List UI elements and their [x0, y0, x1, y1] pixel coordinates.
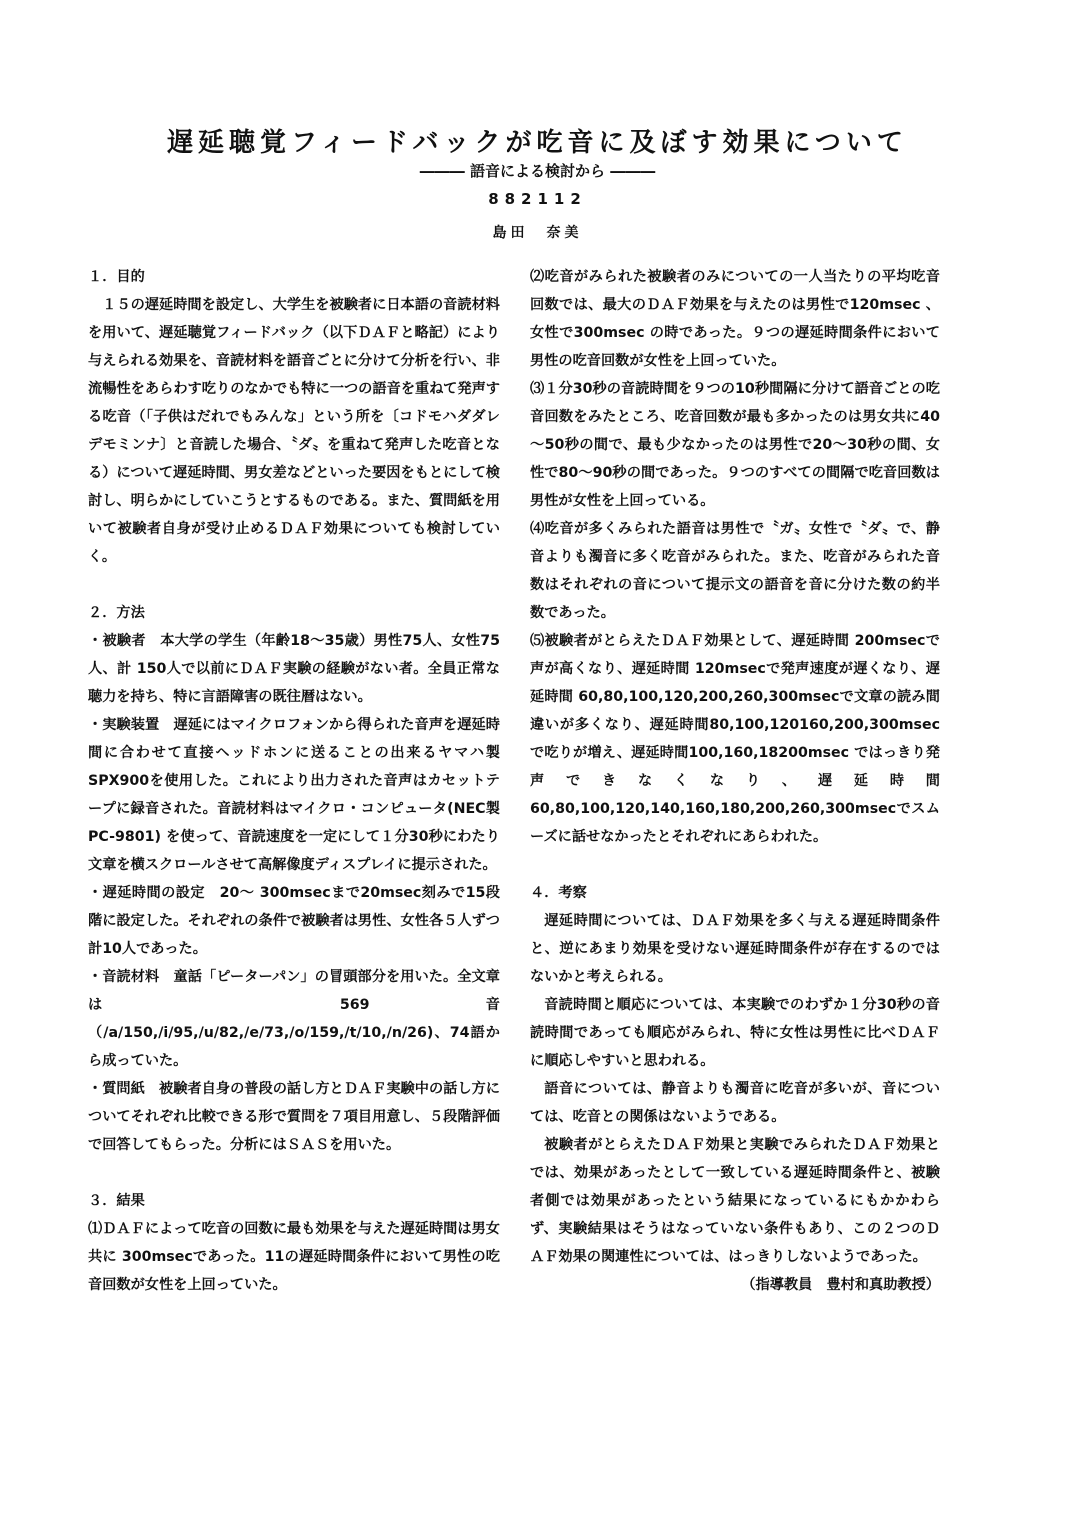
purpose-body: １５の遅延時間を設定し、大学生を被験者に日本語の音読材料を用いて、遅延聴覚フィードバック（以下ＤＡＦと略記）により与えられる効果を、音読材料を語音ごとに分けて分析を行い、非流暢性をあらわす吃りのなかでも特に一つの語音を重ねて発声する吃音（「子供はだれでもみんな」という所を〔コドモハダダレデモミンナ〕と音読した場合、〝ダ〟を重ねて発声した吃音となる）について遅延時間、男女差などといった要因をもとにして検討し、明らかにしていこうとするものである。また、質問紙を用いて被験者自身が受け止めるＤＡＦ効果についても検討していく。: [88, 297, 500, 565]
author-name: 島田 奈美: [492, 225, 583, 241]
result-item-2: ⑵吃音がみられた被験者のみについての一人当たりの平均吃音回数では、最大のＤＡＦ効果を与えたのは男性で120msec 、女性で300msec の時であった。９つの遅延時間条件において男性の吃音回数が女性を上回っていた。: [530, 269, 940, 369]
discussion-paragraph-4: 被験者がとらえたＤＡＦ効果と実験でみられたＤＡＦ効果とでは、効果があったとして一致している遅延時間条件と、被験者側では効果があったという結果になっているにもかかわらず、実験結果はそうはなっていない条件もあり、この２つのＤＡＦ効果の関連性については、はっきりしないようであった。: [530, 1137, 940, 1265]
results-heading: ３．結果: [88, 1193, 145, 1209]
method-heading: ２．方法: [88, 605, 145, 621]
method-item-subjects: ・被験者 本大学の学生（年齢18～35歳）男性75人、女性75人、計 150人で以前にＤＡＦ実験の経験がない者。全員正常な聴力を持ち、特に言語障害の既往暦はない。: [88, 633, 500, 705]
advisor-credit: （指導教員 豊村和真助教授）: [741, 1277, 940, 1293]
paper-subtitle: ――― 語音による検討から ―――: [419, 162, 656, 180]
method-item-delay-setting: ・遅延時間の設定 20～ 300msecまで20msec刻みで15段階に設定した。それぞれの条件で被験者は男性、女性各５人ずつ計10人であった。: [88, 885, 500, 957]
discussion-heading: ４．考察: [530, 885, 587, 901]
result-item-5: ⑸被験者がとらえたＤＡＦ効果として、遅延時間 200msecで声が高くなり、遅延時間 120msecで発声速度が遅くなり、遅延時間 60,80,100,120,200,260,300msecで文章の読み間違いが多くなり、遅延時間80,100,120160,200,300msec で吃りが増え、遅延時間100,160,18200msec ではっきり発声できなくなり、遅延時間 60,80,100,120,140,160,180,200,260,300msecでスムーズに話せなかったとそれぞれにあらわれた。: [530, 633, 940, 845]
left-column: [88, 263, 500, 1299]
paper-title: 遅延聴覚フィードバックが吃音に及ぼす効果について: [167, 128, 908, 158]
result-item-4: ⑷吃音が多くみられた語音は男性で〝ガ〟女性で〝ダ〟で、静音よりも濁音に多く吃音がみられた。また、吃音がみられた音数はそれぞれの音について提示文の語音を音に分けた数の約半数であった。: [530, 521, 940, 621]
result-item-1: ⑴ＤＡＦによって吃音の回数に最も効果を与えた遅延時間は男女共に 300msecであった。11の遅延時間条件において男性の吃音回数が女性を上回っていた。: [88, 1221, 500, 1293]
method-item-apparatus: ・実験装置 遅延にはマイクロフォンから得られた音声を遅延時間に合わせて直接ヘッドホンに送ることの出来るヤマハ製SPX900を使用した。これにより出力された音声はカセットテープに録音された。音読材料はマイクロ・コンピュータ(NEC製 PC-9801) を使って、音読速度を一定にして１分30秒にわたり文章を横スクロールさせて高解像度ディスプレイに提示された。: [88, 717, 500, 873]
result-item-3: ⑶１分30秒の音読時間を９つの10秒間隔に分けて語音ごとの吃音回数をみたところ、吃音回数が最も多かったのは男女共に40～50秒の間で、最も少なかったのは男性で20～30秒の間、女性で80～90秒の間であった。９つのすべての間隔で吃音回数は男性が女性を上回っている。: [530, 381, 940, 509]
right-column: [530, 263, 940, 1299]
discussion-paragraph-2: 音読時間と順応については、本実験でのわずか１分30秒の音読時間であっても順応がみられ、特に女性は男性に比べＤＡＦに順応しやすいと思われる。: [530, 997, 940, 1069]
discussion-paragraph-1: 遅延時間については、ＤＡＦ効果を多く与える遅延時間条件と、逆にあまり効果を受けない遅延時間条件が存在するのではないかと考えられる。: [530, 913, 940, 985]
purpose-heading: １．目的: [88, 269, 145, 285]
method-item-material: ・音読材料 童話「ピーターパン」の冒頭部分を用いた。全文章は 569音（/a/150,/i/95,/u/82,/e/73,/o/159,/t/10,/n/26)、74語から成っていた。: [88, 969, 500, 1069]
student-id: 882112: [488, 190, 587, 208]
method-item-questionnaire: ・質問紙 被験者自身の普段の話し方とＤＡＦ実験中の話し方についてそれぞれ比較できる形で質問を７項目用意し、５段階評価で回答してもらった。分析にはＳＡＳを用いた。: [88, 1081, 500, 1153]
discussion-paragraph-3: 語音については、静音よりも濁音に吃音が多いが、音については、吃音との関係はないようである。: [530, 1081, 940, 1125]
